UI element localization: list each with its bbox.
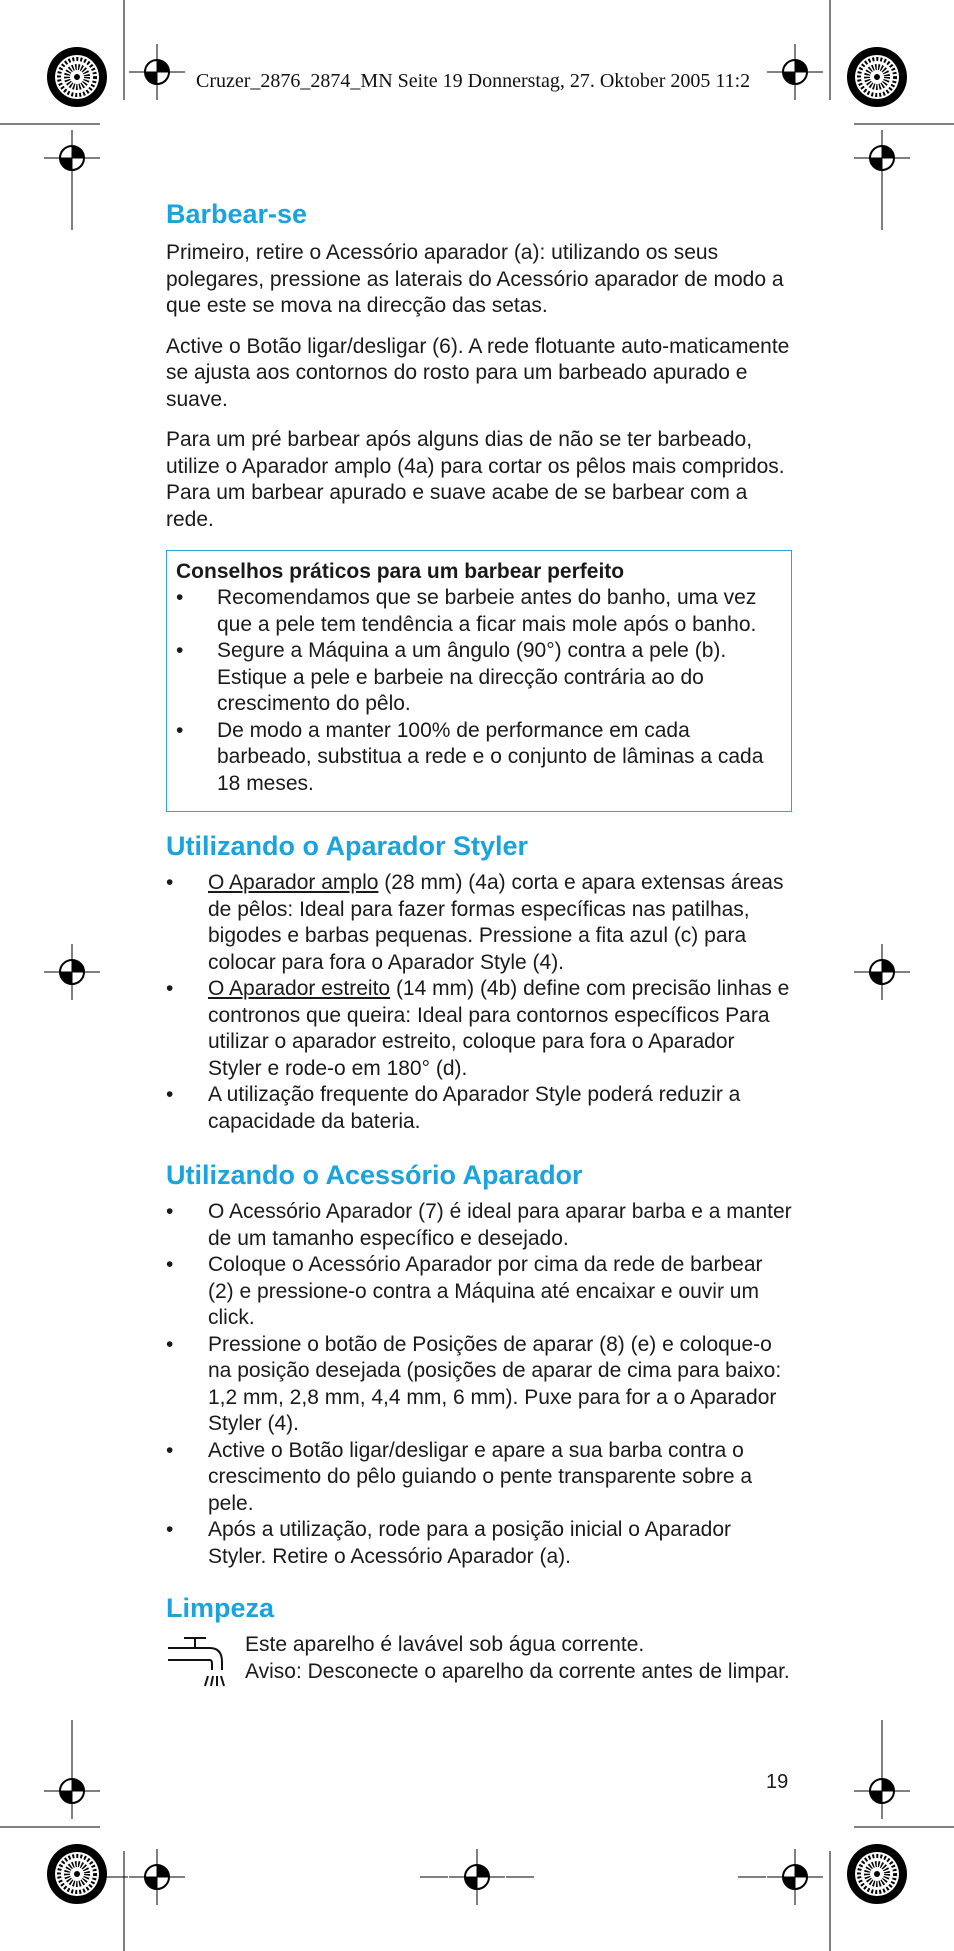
list-item-text: O Acessório Aparador (7) é ideal para aparar barba e a manter de um tamanho específico e desejado.: [208, 1200, 792, 1250]
faucet-icon: [166, 1632, 230, 1690]
section-heading-shaving: Barbear-se: [166, 199, 308, 229]
trimmer-list: [166, 1199, 792, 1570]
bullet: •: [166, 1200, 174, 1223]
bullet: •: [166, 1438, 174, 1462]
bullet: •: [166, 1083, 174, 1106]
list-item: [166, 1252, 792, 1332]
list-item: [176, 585, 781, 638]
list-item: [176, 718, 781, 798]
shaving-paragraph-2: Active o Botão ligar/desligar (6). A rede flotuante auto-maticamente se ajusta aos contornos do rosto para um barbeado apurado e suave.: [166, 334, 790, 411]
list-item-text: Active o Botão ligar/desligar e apare a sua barba contra o crescimento do pêlo guiando o pente transparente sobre a pele.: [208, 1438, 753, 1515]
page-number: 19: [766, 1771, 789, 1793]
list-item: [166, 976, 792, 1082]
section-heading-styler: Utilizando o Aparador Styler: [166, 831, 529, 861]
list-item-text: (14 mm) (4b) define com precisão linhas e contronos que queira: Ideal para contornos específicos Para utilizar o aparador estreito, coloque para fora o Aparador Styler e rode-o em 180° (d).: [208, 977, 790, 1080]
section-heading-trimmer: Utilizando o Acessório Aparador: [166, 1160, 583, 1190]
bullet: •: [166, 1332, 174, 1356]
bullet: •: [166, 977, 174, 1000]
cleaning-line-1: Este aparelho é lavável sob água corrente.: [245, 1633, 645, 1656]
list-item-text: (28 mm) (4a) corta e apara extensas áreas de pêlos: Ideal para fazer formas específicas nas patilhas, bigodes e barbas pequenas. Pressione a fita azul (c) para colocar para fora o Aparador Style (4).: [208, 871, 784, 974]
list-item-text: Após a utilização, rode para a posição inicial o Aparador Styler. Retire o Acessório Aparador (a).: [208, 1518, 731, 1568]
term-narrow-trimmer: O Aparador estreito: [208, 977, 391, 1000]
print-slug: Cruzer_2876_2874_MN Seite 19 Donnerstag, 27. Oktober 2005 11:2: [196, 70, 751, 92]
list-item: [176, 638, 781, 718]
bullet: •: [166, 1518, 174, 1541]
tips-list: [176, 585, 781, 797]
bullet: •: [176, 586, 184, 609]
list-item: [166, 1517, 792, 1570]
styler-list: [166, 870, 792, 1135]
cleaning-row: [166, 1632, 792, 1712]
list-item: [166, 1438, 792, 1518]
list-item: [166, 1199, 792, 1252]
list-item: [166, 1332, 792, 1438]
bullet: •: [176, 639, 184, 662]
list-item: [166, 1082, 792, 1135]
tips-title: Conselhos práticos para um barbear perfeito: [176, 560, 625, 583]
shaving-paragraph-3: Para um pré barbear após alguns dias de não se ter barbeado, utilize o Aparador amplo (4a) para cortar os pêlos mais compridos. Para um barbear apurado e suave acabe de se barbear com a rede.: [166, 428, 785, 531]
section-cleaning: [166, 1590, 792, 1712]
bullet: •: [166, 871, 174, 894]
list-item: [166, 870, 792, 976]
bullet: •: [166, 1253, 174, 1276]
section-heading-cleaning: Limpeza: [166, 1593, 275, 1623]
list-item-text: Recomendamos que se barbeie antes do banho, uma vez que a pele tem tendência a ficar mais mole após o banho.: [217, 586, 757, 636]
tips-box: [166, 550, 792, 812]
bullet: •: [176, 718, 184, 742]
section-shaving: [166, 196, 792, 533]
section-trimmer: [166, 1157, 792, 1570]
list-item-text: Segure a Máquina a um ângulo (90°) contra a pele (b). Estique a pele e barbeie na direcção contrária ao do crescimento do pêlo.: [217, 639, 727, 715]
list-item-text: Pressione o botão de Posições de aparar (8) (e) e coloque-o na posição desejada (posições de aparar de cima para baixo: 1,2 mm, 2,8 mm, 4,4 mm, 6 mm). Puxe para for a o Aparador Styler (4).: [208, 1332, 782, 1435]
cleaning-text: [245, 1632, 792, 1685]
page-content: [166, 196, 792, 1712]
shaving-paragraph-1: Primeiro, retire o Acessório aparador (a): utilizando os seus polegares, pressione as laterais do Acessório aparador de modo a que este se mova na direcção das setas.: [166, 241, 784, 317]
term-wide-trimmer: O Aparador amplo: [208, 871, 379, 894]
cleaning-warning: Aviso: Desconecte o aparelho da corrente antes de limpar.: [245, 1659, 790, 1683]
list-item-text: De modo a manter 100% de performance em cada barbeado, substitua a rede e o conjunto de lâminas a cada 18 meses.: [217, 718, 764, 795]
list-item-text: A utilização frequente do Aparador Style poderá reduzir a capacidade da bateria.: [208, 1083, 741, 1133]
section-styler: [166, 828, 792, 1135]
list-item-text: Coloque o Acessório Aparador por cima da rede de barbear (2) e pressione-o contra a Máquina até encaixar e ouvir um click.: [208, 1253, 763, 1329]
